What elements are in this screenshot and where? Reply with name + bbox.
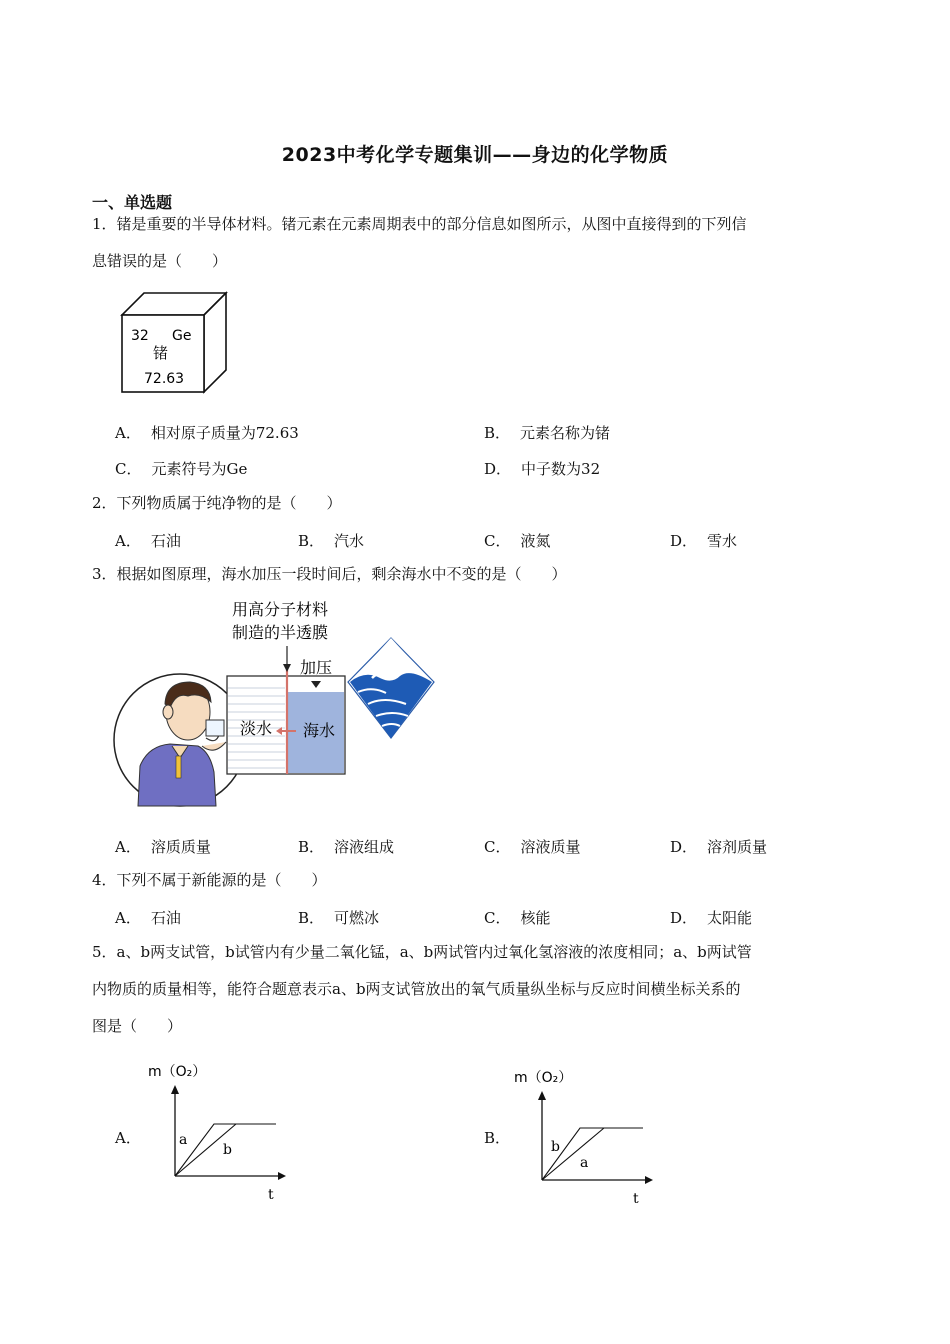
option-text: 溶液质量 xyxy=(520,838,581,856)
option-letter: C． xyxy=(484,909,511,927)
question-5 xyxy=(92,934,752,1045)
option-text: 石油 xyxy=(150,909,181,927)
question-1 xyxy=(92,206,747,280)
x-axis-arrow-icon xyxy=(645,1176,653,1184)
option-letter: B． xyxy=(484,424,511,442)
steep-curve-label: b xyxy=(551,1139,560,1155)
option-letter: A． xyxy=(115,838,141,856)
option-letter: D． xyxy=(670,532,698,550)
option-letter: A． xyxy=(115,424,141,442)
question-stem: a、b两支试管，b试管内有少量二氧化锰，a、b两试管内过氧化氢溶液的浓度相同；a、b两试管 xyxy=(116,943,752,961)
option-a[interactable] xyxy=(115,907,181,928)
element-name: 锗 xyxy=(153,344,169,362)
option-text: 核能 xyxy=(520,909,551,927)
down-arrow-icon xyxy=(283,664,291,672)
option-letter: B． xyxy=(484,1129,511,1147)
option-b[interactable] xyxy=(298,530,364,551)
option-text: 溶剂质量 xyxy=(707,838,768,856)
option-letter: B． xyxy=(298,909,325,927)
question-number: 5． xyxy=(92,943,117,961)
option-a[interactable] xyxy=(115,836,211,857)
option-a[interactable] xyxy=(115,530,181,551)
option-letter: C． xyxy=(484,838,511,856)
y-axis-arrow-icon xyxy=(538,1091,546,1100)
option-letter: D． xyxy=(484,460,512,478)
option-letter: A． xyxy=(115,1129,141,1147)
reverse-osmosis-figure xyxy=(110,596,440,814)
option-text: 溶质质量 xyxy=(150,838,211,856)
question-stem: 根据如图原理，海水加压一段时间后，剩余海水中不变的是（ ） xyxy=(116,565,567,583)
membrane-label-line2: 制造的半透膜 xyxy=(232,623,329,642)
ocean-wave-icon xyxy=(348,638,434,738)
x-axis-label: t xyxy=(633,1191,639,1207)
x-axis-arrow-icon xyxy=(278,1172,286,1180)
option-d[interactable] xyxy=(670,530,737,551)
graph-b xyxy=(508,1062,658,1210)
section-heading: 一、单选题 xyxy=(92,193,173,212)
option-c[interactable] xyxy=(484,836,581,857)
option-text: 可燃冰 xyxy=(334,909,380,927)
question-4 xyxy=(92,862,327,899)
y-axis-label: m（O₂） xyxy=(148,1064,207,1080)
option-text: 液氮 xyxy=(520,532,551,550)
option-letter: B． xyxy=(298,838,325,856)
option-c[interactable] xyxy=(484,907,551,928)
option-text: 相对原子质量为72.63 xyxy=(150,424,299,442)
option-text: 溶液组成 xyxy=(334,838,395,856)
shallow-curve-label: a xyxy=(580,1155,589,1171)
option-text: 中子数为32 xyxy=(521,460,601,478)
option-text: 雪水 xyxy=(707,532,738,550)
option-d[interactable] xyxy=(670,836,767,857)
steep-curve-label: a xyxy=(179,1132,188,1148)
question-stem: 锗是重要的半导体材料。锗元素在元素周期表中的部分信息如图所示，从图中直接得到的下列信 xyxy=(116,215,747,233)
question-stem: 下列不属于新能源的是（ ） xyxy=(116,871,327,889)
option-letter: C． xyxy=(484,532,511,550)
shallow-curve-label: b xyxy=(223,1142,232,1158)
option-c[interactable] xyxy=(484,530,551,551)
pressure-label: 加压 xyxy=(300,658,333,677)
option-a[interactable] xyxy=(115,422,299,443)
option-b[interactable] xyxy=(298,836,394,857)
page-title: 2023中考化学专题集训——身边的化学物质 xyxy=(281,144,669,166)
atomic-number: 32 xyxy=(131,328,149,344)
option-b[interactable] xyxy=(484,422,610,443)
question-stem-continued: 息错误的是（ ） xyxy=(92,252,228,270)
question-number: 3． xyxy=(92,565,117,583)
option-letter: C． xyxy=(115,460,142,478)
option-d[interactable] xyxy=(670,907,752,928)
element-cell-figure xyxy=(118,290,230,396)
option-letter: A． xyxy=(115,532,141,550)
y-axis-label: m（O₂） xyxy=(514,1070,573,1086)
option-text: 元素名称为锗 xyxy=(520,424,611,442)
element-symbol: Ge xyxy=(172,328,192,344)
option-letter: D． xyxy=(670,909,698,927)
question-stem: 下列物质属于纯净物的是（ ） xyxy=(116,494,342,512)
option-letter: A． xyxy=(115,909,141,927)
question-number: 2． xyxy=(92,494,117,512)
option-letter: B． xyxy=(298,532,325,550)
atomic-mass: 72.63 xyxy=(144,371,185,387)
question-stem-continued: 图是（ ） xyxy=(92,1017,183,1035)
question-number: 4． xyxy=(92,871,117,889)
option-text: 太阳能 xyxy=(707,909,753,927)
fresh-water-label: 淡水 xyxy=(240,719,273,738)
y-axis-arrow-icon xyxy=(171,1085,179,1094)
question-3 xyxy=(92,556,567,593)
option-d[interactable] xyxy=(484,458,600,479)
graph-a xyxy=(140,1058,290,1206)
question-2 xyxy=(92,485,342,522)
option-text: 元素符号为Ge xyxy=(151,460,248,478)
option-text: 汽水 xyxy=(334,532,365,550)
option-c[interactable] xyxy=(115,458,247,479)
question-stem-continued: 内物质的质量相等，能符合题意表示a、b两支试管放出的氧气质量纵坐标与反应时间横坐标关系的 xyxy=(92,980,741,998)
question-number: 1． xyxy=(92,215,117,233)
membrane-label-line1: 用高分子材料 xyxy=(232,600,329,619)
x-axis-label: t xyxy=(268,1187,274,1203)
option-b[interactable] xyxy=(298,907,379,928)
option-letter: D． xyxy=(670,838,698,856)
option-text: 石油 xyxy=(150,532,181,550)
sea-water-label: 海水 xyxy=(303,721,336,740)
